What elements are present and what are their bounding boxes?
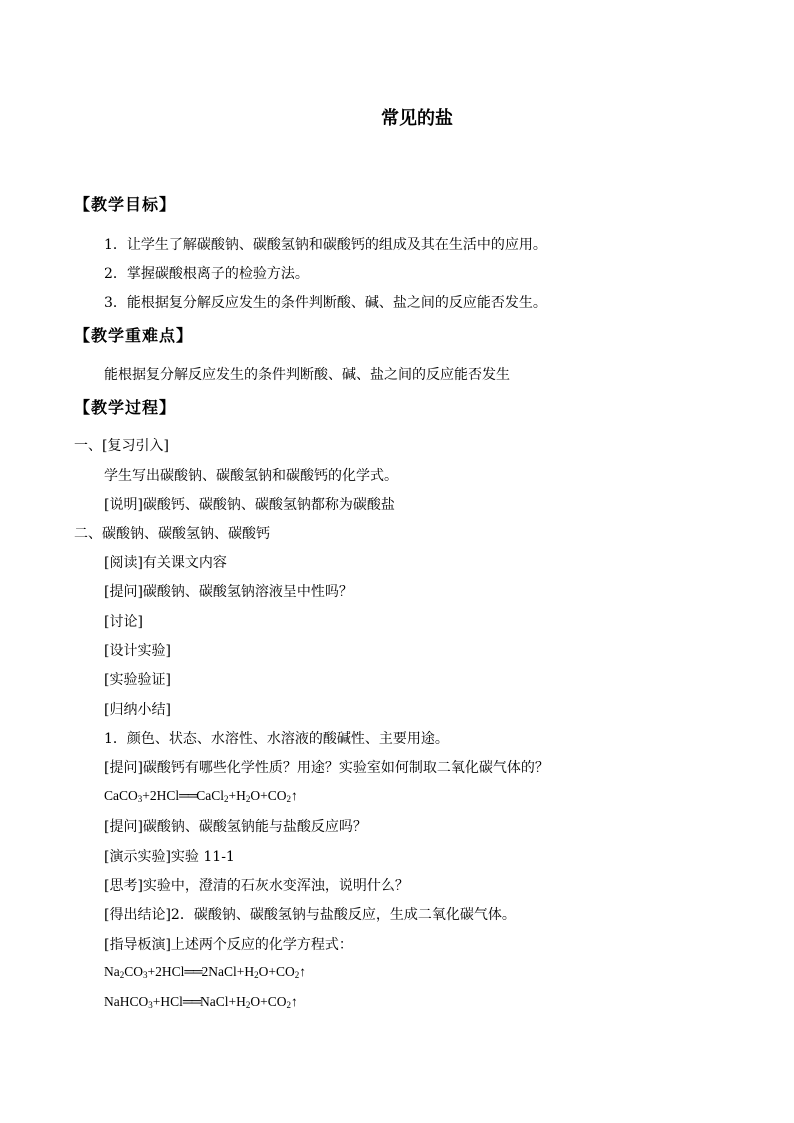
part2-line: [讨论]	[104, 614, 143, 630]
key-points-text: 能根据复分解反应发生的条件判断酸、碱、盐之间的反应能否发生	[104, 367, 510, 383]
part1-line: 学生写出碳酸钠、碳酸氢钠和碳酸钙的化学式。	[104, 468, 398, 484]
equation-na2co3: $Na_2CO_3+2HCl══2NaCl+H_2O+CO_2↑$	[104, 964, 307, 980]
part2-line: [实验验证]	[104, 672, 171, 688]
page-title: 常见的盐	[381, 108, 453, 129]
process-heading: 【教学过程】	[74, 398, 177, 417]
equation-caco3: $CaCO_3+2HCl══CaCl_2+H_2O+CO_2↑$	[104, 788, 298, 804]
part2-line: [阅读]有关课文内容	[104, 555, 227, 571]
part2-line: [归纳小结]	[104, 702, 171, 718]
part2-line: [设计实验]	[104, 643, 171, 659]
part1-line: [说明]碳酸钙、碳酸钠、碳酸氢钠都称为碳酸盐	[104, 497, 395, 513]
part2-line: [提问]碳酸钙有哪些化学性质？用途？实验室如何制取二氧化碳气体的？	[104, 760, 549, 776]
part2-line: [指导板演]上述两个反应的化学方程式：	[104, 937, 353, 953]
part2-title: 二、碳酸钠、碳酸氢钠、碳酸钙	[74, 526, 270, 542]
goal-item: 3．能根据复分解反应发生的条件判断酸、碱、盐之间的反应能否发生。	[104, 295, 547, 311]
key-points-heading: 【教学重难点】	[74, 326, 194, 345]
part1-title: 一、[复习引入]	[74, 438, 169, 454]
part2-line: [演示实验]实验 11-1	[104, 849, 235, 865]
part2-line: [提问]碳酸钠、碳酸氢钠能与盐酸反应吗？	[104, 819, 367, 835]
part2-line: [得出结论]2．碳酸钠、碳酸氢钠与盐酸反应，生成二氧化碳气体。	[104, 907, 516, 923]
goal-item: 1．让学生了解碳酸钠、碳酸氢钠和碳酸钙的组成及其在生活中的应用。	[104, 237, 547, 253]
part2-line: [思考]实验中，澄清的石灰水变浑浊，说明什么？	[104, 878, 409, 894]
goal-item: 2．掌握碳酸根离子的检验方法。	[104, 266, 309, 282]
part2-line: 1．颜色、状态、水溶性、水溶液的酸碱性、主要用途。	[104, 731, 449, 747]
equation-nahco3: $NaHCO_3+HCl══NaCl+H_2O+CO_2↑$	[104, 994, 298, 1010]
part2-line: [提问]碳酸钠、碳酸氢钠溶液呈中性吗？	[104, 584, 353, 600]
goals-heading: 【教学目标】	[74, 195, 177, 214]
